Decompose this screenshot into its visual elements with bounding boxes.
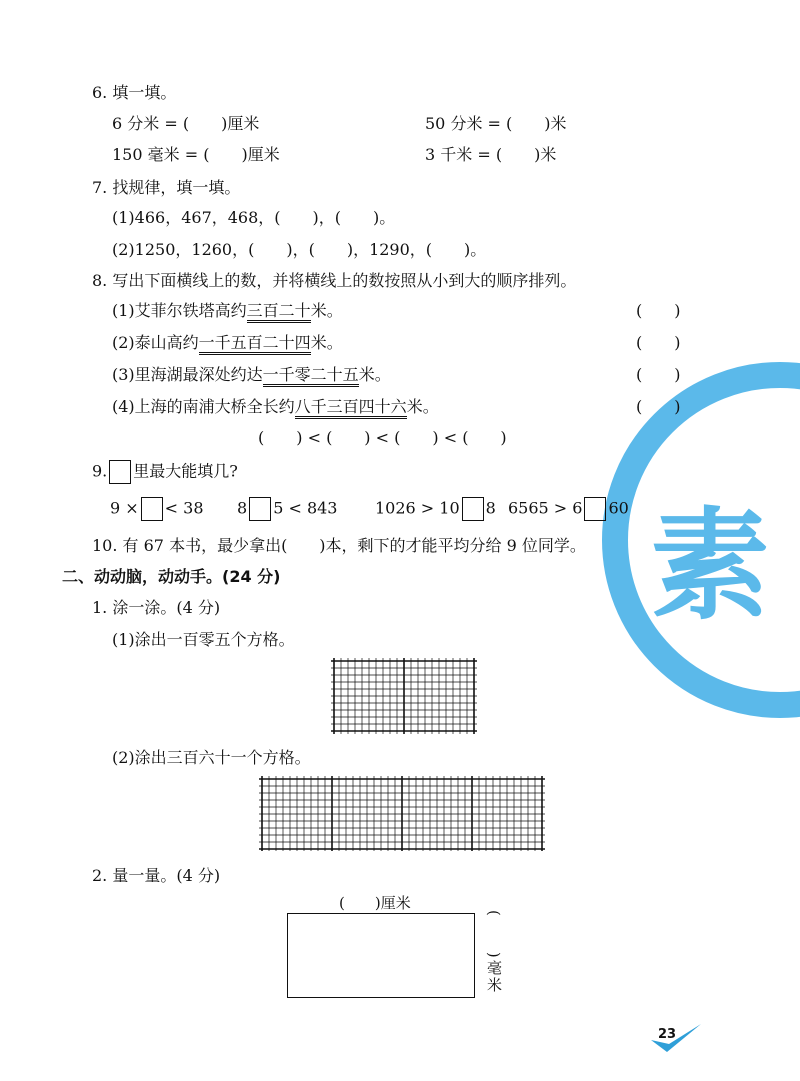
q8-title: 8. 写出下面横线上的数，并将横线上的数按照从小到大的顺序排列。	[92, 271, 577, 290]
q8-answer-4: ( )	[636, 397, 681, 416]
q7-title: 7. 找规律，填一填。	[92, 178, 241, 197]
p2-title: 2. 量一量。(4 分)	[92, 866, 221, 885]
q6-title: 6. 填一填。	[92, 83, 177, 102]
section-2-title: 二、动动脑，动动手。(24 分)	[62, 567, 281, 586]
q8-underlined-number: 三百二十	[247, 301, 311, 323]
q9-expr-3: 1026 > 10 8	[375, 497, 496, 521]
q8-underlined-number: 八千三百四十六	[295, 397, 407, 419]
q8-item-3: (3)里海湖最深处约达一千零二十五米。	[112, 365, 391, 385]
q9-expr-4: 6565 > 6 60	[508, 497, 629, 521]
page-number: 23	[658, 1027, 677, 1042]
q6-item-c: 150 毫米 = ( )厘米	[112, 145, 280, 164]
blank-box[interactable]	[584, 497, 606, 521]
q8-answer-3: ( )	[636, 365, 681, 384]
blank-box[interactable]	[141, 497, 163, 521]
p2-top-label: ( )厘米	[339, 894, 411, 912]
q8-order-line: ( ) < ( ) < ( ) < ( )	[258, 428, 507, 447]
p2-side-label: ( )毫米	[485, 910, 503, 994]
q6-item-d: 3 千米 = ( )米	[425, 145, 557, 164]
q8-underlined-number: 一千零二十五	[263, 365, 359, 387]
p1-sub1: (1)涂出一百零五个方格。	[112, 630, 295, 649]
q10-text: 10. 有 67 本书，最少拿出( )本，剩下的才能平均分给 9 位同学。	[92, 536, 586, 555]
q8-answer-2: ( )	[636, 333, 681, 352]
p1-title: 1. 涂一涂。(4 分)	[92, 598, 221, 617]
watermark-char: 素	[650, 497, 770, 636]
blank-box[interactable]	[462, 497, 484, 521]
q9-expr-1: 9 × < 38	[110, 497, 204, 521]
q8-item-4: (4)上海的南浦大桥全长约八千三百四十六米。	[112, 397, 439, 417]
q6-item-a: 6 分米 = ( )厘米	[112, 114, 260, 133]
q6-item-b: 50 分米 = ( )米	[425, 114, 567, 133]
q7-line1: (1)466，467，468，( )，( )。	[112, 208, 396, 227]
blank-box[interactable]	[249, 497, 271, 521]
blank-box[interactable]	[109, 460, 131, 484]
q9-expr-2: 8 5 < 843	[237, 497, 337, 521]
q8-item-1: (1)艾菲尔铁塔高约三百二十米。	[112, 301, 343, 321]
grid-large[interactable]	[259, 776, 549, 851]
q7-line2: (2)1250，1260，( )，( )，1290，( )。	[112, 240, 487, 259]
q8-answer-1: ( )	[636, 301, 681, 320]
grid-small[interactable]	[330, 657, 478, 735]
q8-underlined-number: 一千五百二十四	[199, 333, 311, 355]
p1-sub2: (2)涂出三百六十一个方格。	[112, 748, 311, 767]
q8-item-2: (2)泰山高约一千五百二十四米。	[112, 333, 343, 353]
q9-title: 9. 里最大能填几?	[92, 460, 238, 484]
measure-rectangle	[287, 913, 475, 998]
